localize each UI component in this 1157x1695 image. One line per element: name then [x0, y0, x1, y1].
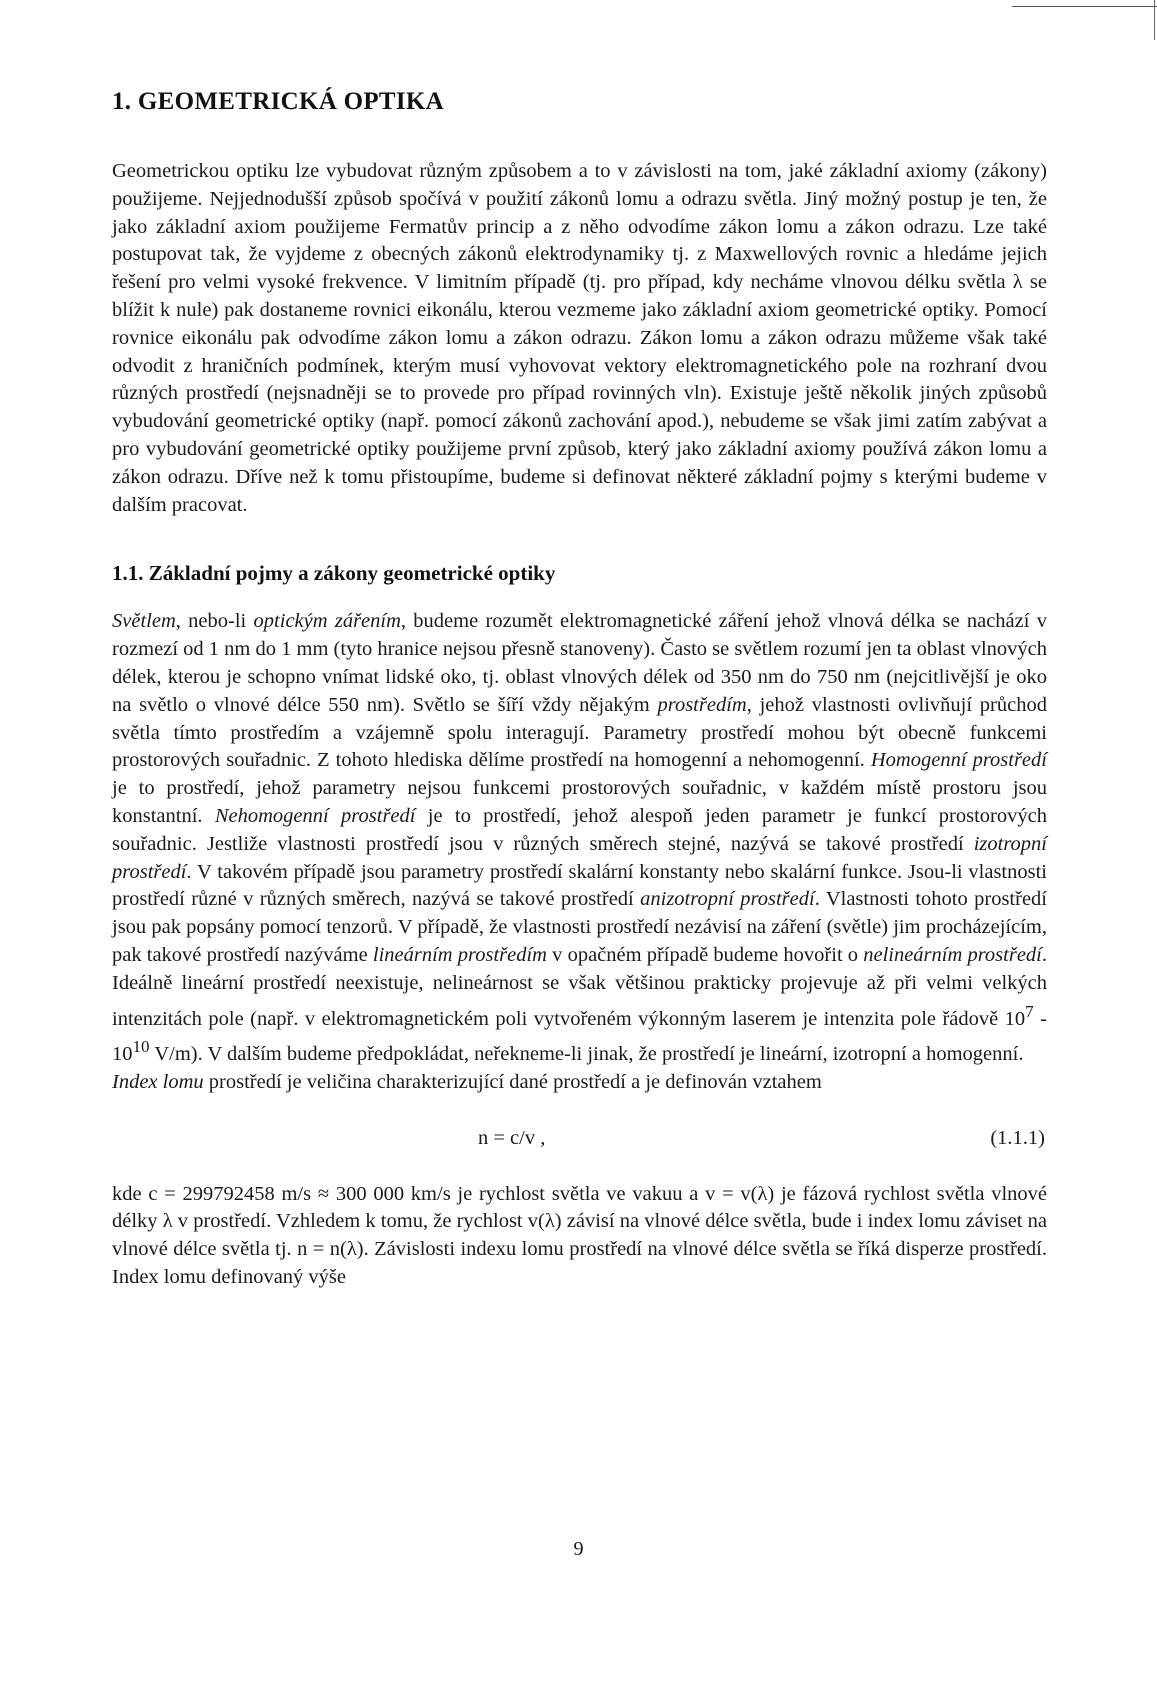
exponent-10: 10 [132, 1037, 150, 1057]
equation-number: (1.1.1) [990, 1126, 1045, 1149]
term-nehomogenni-prostredi: Nehomogenní prostředí [214, 804, 416, 827]
term-nelinearni-prostredi: nelineárním prostředí [863, 943, 1042, 966]
term-izotropni-prostredi: izotropní prostředí [112, 832, 1047, 883]
page-content [112, 88, 1047, 1292]
index-lomu-paragraph: Index lomu prostředí je veličina charakterizující dané prostředí a je definován vztahem [112, 1070, 822, 1093]
term-prostredim: prostředím [657, 693, 747, 716]
speed-of-light-paragraph: kde c = 299792458 m/s ≈ 300 000 km/s je rychlost světla ve vakuu a v = v(λ) je fázová rychlost světla vlnové délky λ v prostředí. Vzhledem k tomu, že rychlost v(λ) závisí na vlnové délce světla, bude i index lomu záviset na vlnové délce světla tj. n = n(λ). Závislosti indexu lomu prostředí na vlnové délce světla se říká disperze prostředí. Index lomu definovaný výše [112, 1182, 1047, 1288]
top-scan-rule [1012, 6, 1157, 7]
section-title: 1.1. Základní pojmy a zákony geometrické optiky [112, 561, 556, 586]
right-scan-edge [1154, 0, 1155, 40]
term-linearni-prostredi: lineárním prostředím [372, 943, 547, 966]
term-anizotropni-prostredi: anizotropní prostředí [640, 888, 815, 911]
definitions-paragraph: Světlem, nebo-li optickým zářením, budeme rozumět elektromagnetické záření jehož vlnová délka se nachází v rozmezí od 1 nm do 1 mm (tyto hranice nejsou přesně stanoveny). Často se světlem rozumí jen ta oblast vlnových délek, kterou je schopno vnímat lidské oko, tj. oblast vlnových délek od 350 nm do 750 nm (nejcitlivější je oko na světlo o vlnové délce 550 nm). Světlo se šíří vždy nějakým prostředím, jehož vlastnosti ovlivňují průchod světla tímto prostředím a vzájemně spolu interagují. Parametry prostředí mohou být obecně funkcemi prostorových souřadnic. Z tohoto hlediska dělíme prostředí na homogenní a nehomogenní. Homogenní prostředí je to prostředí, jehož parametry nejsou funkcemi prostorových souřadnic, v každém místě prostoru jsou konstantní. Nehomogenní prostředí je to prostředí, jehož alespoň jeden parametr je funkcí prostorových souřadnic. Jestliže vlastnosti prostředí jsou v různých směrech stejné, nazývá se takové prostředí izotropní prostředí. V takovém případě jsou parametry prostředí skalární konstanty nebo skalární funkce. Jsou-li vlastnosti prostředí různé v různých směrech, nazývá se takové prostředí anizotropní prostředí. Vlastnosti tohoto prostředí jsou pak popsány pomocí tenzorů. V případě, že vlastnosti prostředí nezávisí na záření (světle) jim procházejícím, pak takové prostředí nazýváme lineárním prostředím v opačném případě budeme hovořit o nelineárním prostředí. Ideálně lineární prostředí neexistuje, nelineárnost se však většinou prakticky projevuje až při velmi velkých intenzitách pole (např. v elektromagnetickém poli vytvořeném výkonným laserem je intenzita pole řádově $10^7 - 10^{10}$ V/m). V dalším budeme předpokládat, neřekneme-li jinak, že prostředí je lineární, izotropní a homogenní. [112, 610, 1047, 1065]
equation-formula: n = c/v , [478, 1126, 546, 1149]
chapter-title: 1. GEOMETRICKÁ OPTIKA [112, 88, 445, 115]
equation-row [112, 1123, 1047, 1157]
intro-paragraph: Geometrickou optiku lze vybudovat různým způsobem a to v závislosti na tom, jaké základní axiomy (zákony) použijeme. Nejjednodušší způsob spočívá v použití zákonů lomu a odrazu světla. Jiný možný postup je ten, že jako základní axiom použijeme Fermatův princip a z něho odvodíme zákon lomu a zákon odrazu. Lze také postupovat tak, že vyjdeme z obecných zákonů elektrodynamiky tj. z Maxwellových rovnic a hledáme jejich řešení pro velmi vysoké frekvence. V limitním případě (tj. pro případ, kdy necháme vlnovou délku světla λ se blížit k nule) pak dostaneme rovnici eikonálu, kterou vezmeme jako základní axiom geometrické optiky. Pomocí rovnice eikonálu pak odvodíme zákon lomu a zákon odrazu. Zákon lomu a zákon odrazu můžeme však také odvodit z hraničních podmínek, kterým musí vyhovovat vektory elektromagnetického pole na rozhraní dvou různých prostředí (nejsnadněji se to provede pro případ rovinných vln). Existuje ještě několik jiných způsobů vybudování geometrické optiky (např. pomocí zákonů zachování apod.), nebudeme se však jimi zatím zabývat a pro vybudování geometrické optiky použijeme první způsob, který jako základní axiomy používá zákon lomu a zákon odrazu. Dříve než k tomu přistoupíme, budeme si definovat některé základní pojmy s kterými budeme v dalším pracovat. [112, 160, 1047, 516]
exponent-7: 7 [1025, 1001, 1034, 1021]
term-opticke-zareni: optickým zářením [253, 610, 401, 633]
term-svetlem: Světlem [112, 610, 176, 633]
term-index-lomu: Index lomu [112, 1070, 204, 1093]
term-homogenni-prostredi: Homogenní prostředí [870, 749, 1047, 772]
page-number: 9 [573, 1538, 584, 1560]
